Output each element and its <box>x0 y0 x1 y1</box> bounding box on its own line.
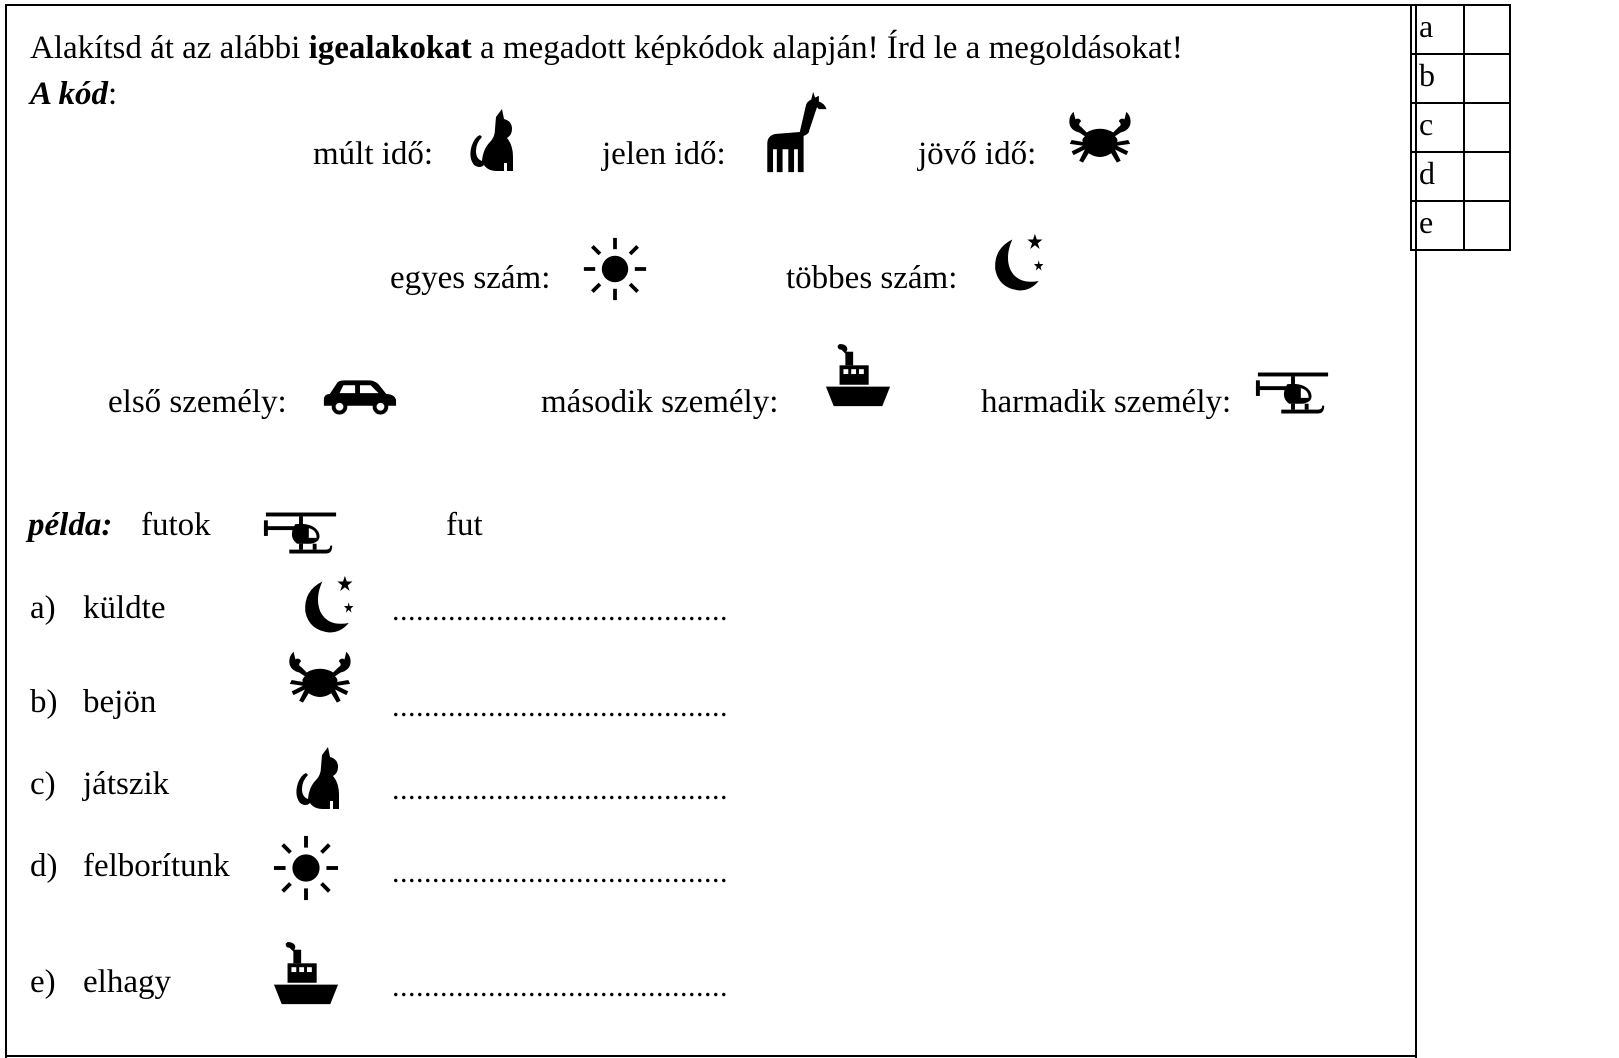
answer-line-d[interactable]: .......................................... <box>392 856 728 889</box>
code-label: A kód <box>30 76 108 112</box>
legend-second-label: második személy: <box>541 384 779 420</box>
score-row-c <box>1411 103 1510 152</box>
sun-icon <box>272 834 340 902</box>
score-box[interactable] <box>1464 54 1510 103</box>
item-c-word: játszik <box>83 766 170 802</box>
legend-singular-label: egyes szám: <box>390 260 551 296</box>
moon-icon <box>982 232 1052 298</box>
score-box[interactable] <box>1464 152 1510 201</box>
score-box[interactable] <box>1464 5 1510 54</box>
score-label: e <box>1411 201 1464 250</box>
legend-present-label: jelen idő: <box>602 136 726 172</box>
score-row-a <box>1411 5 1510 54</box>
legend-third-label: harmadik személy: <box>981 384 1232 420</box>
instruction-text-1: Alakítsd át az alábbi <box>30 30 309 66</box>
score-label: b <box>1411 54 1464 103</box>
legend-future-label: jövő idő: <box>918 136 1037 172</box>
score-row-b <box>1411 54 1510 103</box>
giraffe-icon <box>760 90 830 176</box>
answer-line-a[interactable]: .......................................... <box>392 594 728 627</box>
instruction <box>30 32 1183 65</box>
answer-line-e[interactable]: .......................................... <box>392 970 728 1003</box>
item-e-word: elhagy <box>83 964 171 1000</box>
helicopter-icon <box>262 508 340 558</box>
legend-first-label: első személy: <box>108 384 287 420</box>
score-label: d <box>1411 152 1464 201</box>
score-row-d <box>1411 152 1510 201</box>
score-box[interactable] <box>1464 201 1510 250</box>
answer-line-c[interactable]: .......................................... <box>392 773 728 806</box>
item-a-word: küldte <box>83 590 166 626</box>
sun-icon <box>582 236 648 302</box>
item-b-letter: b) <box>30 684 58 720</box>
answer-line-b[interactable]: .......................................... <box>392 690 728 723</box>
instruction-text-2: a megadott képkódok alapján! Írd le a megoldásokat! <box>471 30 1183 66</box>
item-d-word: felborítunk <box>83 848 230 884</box>
crab-icon <box>1066 108 1132 174</box>
score-label: c <box>1411 103 1464 152</box>
item-b-word: bejön <box>83 684 157 720</box>
instruction-bold: igealakokat <box>308 30 472 66</box>
legend-plural-label: többes szám: <box>786 260 958 296</box>
ship-icon <box>272 940 340 1008</box>
example-row <box>28 509 112 542</box>
score-label: a <box>1411 5 1464 54</box>
item-c-letter: c) <box>30 766 56 802</box>
crab-icon <box>286 648 352 714</box>
car-icon <box>320 376 398 416</box>
cat-icon <box>466 104 526 176</box>
helicopter-icon <box>1254 368 1332 418</box>
cat-icon <box>292 742 352 814</box>
score-box[interactable] <box>1464 103 1510 152</box>
moon-icon <box>292 574 362 640</box>
legend-past-label: múlt idő: <box>313 136 434 172</box>
item-d-letter: d) <box>30 848 58 884</box>
code-colon: : <box>107 76 118 112</box>
ship-icon <box>824 342 892 410</box>
code-heading <box>30 78 117 111</box>
item-a-letter: a) <box>30 590 56 626</box>
item-e-letter: e) <box>30 964 56 1000</box>
score-row-e <box>1411 201 1510 250</box>
example-label: példa: <box>28 507 113 543</box>
example-word: futok <box>141 507 211 543</box>
score-table <box>1410 4 1511 251</box>
example-answer: fut <box>446 507 483 543</box>
